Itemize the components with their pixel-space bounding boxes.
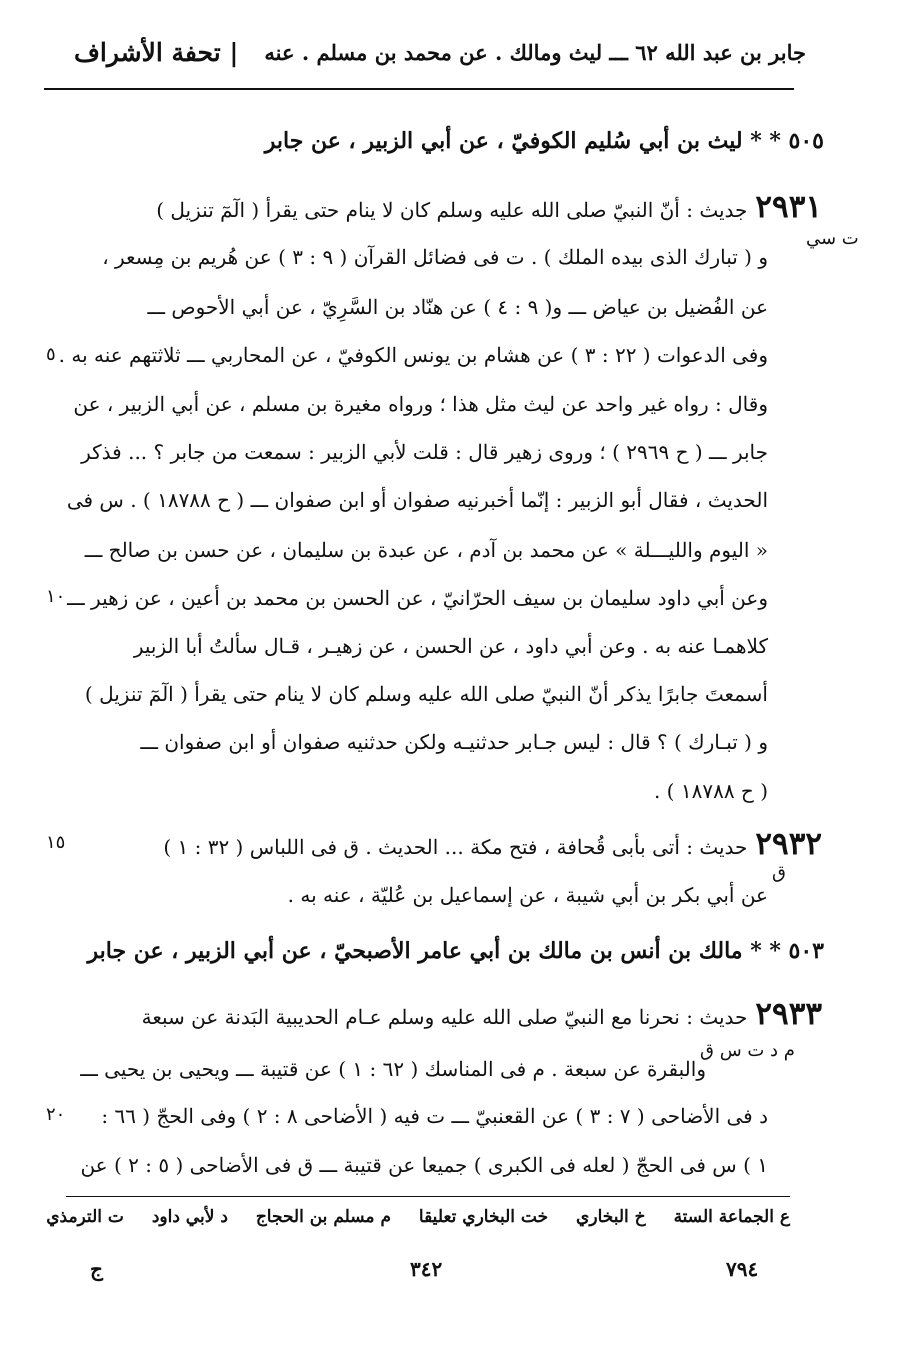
header-rule: [44, 88, 794, 90]
section-heading: ٥٠٥ * * ليث بن أبي سُليم الكوفيّ ، عن أبي الزبير ، عن جابر: [264, 128, 824, 154]
hadith-line: وقال : رواه غير واحد عن ليث مثل هذا ؛ ورواه مغيرة بن مسلم ، عن أبي الزبير ، عن: [73, 392, 768, 416]
line-number: ٢٠: [46, 1104, 66, 1125]
hadith-line: « اليوم والليـــلة » عن محمد بن آدم ، عن عبدة بن سليمان ، عن حسن بن صالح ـــ: [84, 538, 768, 562]
abbreviation-item: ت الترمذي: [46, 1207, 124, 1227]
hadith-text: جديث : أنّ النبيّ صلى الله عليه وسلم كان لا ينام حتى يقرأ ( الٓمٓ تنزيل ): [156, 198, 748, 222]
line-number: ٥: [46, 344, 56, 365]
hadith-number: ٢٩٣١: [755, 189, 822, 225]
page-number: ٣٤٢: [410, 1257, 443, 1281]
abbreviation-item: ع الجماعة الستة: [673, 1207, 790, 1227]
hadith-siglum: ت سي: [806, 228, 859, 249]
line-number: ١٥: [46, 832, 66, 853]
signature-mark: ج: [90, 1257, 103, 1281]
hadith-first-line: [163, 826, 822, 862]
line-number: ١٠: [46, 586, 66, 607]
hadith-line: كلاهمـا عنه به . وعن أبي داود ، عن الحسن ، عن زهيـر ، قـال سألتُ أبا الزبير: [133, 634, 768, 658]
header-book-title: | تحفة الأشراف: [74, 38, 239, 67]
hadith-line: والبقرة عن سبعة . م فى المناسك ( ٦٢ : ١ ) عن قتيبة ـــ ويحيى بن يحيى ـــ: [80, 1057, 706, 1081]
hadith-line: و ( تبـارك ) ؟ قال : ليس جـابر حدثنيـه ولكن حدثنيه صفوان أو ابن صفوان ـــ: [140, 730, 768, 754]
header-chapter-title: جابر بن عبد الله ٦٢ ـــ ليث ومالك . عن محمد بن مسلم . عنه: [264, 40, 806, 65]
hadith-line: عن الفُضيل بن عياض ـــ و( ٩ : ٤ ) عن هنّاد بن السَّرِيّ ، عن أبي الأحوص ـــ: [147, 295, 768, 319]
footnote-rule: [66, 1196, 790, 1197]
hadith-first-line: [141, 996, 822, 1032]
hadith-line: أسمعتَ جابرًا يذكر أنّ النبيّ صلى الله عليه وسلم كان لا ينام حتى يقرأ ( الٓمٓ تنزيل ): [84, 682, 768, 706]
hadith-number: ٢٩٣٣: [755, 996, 822, 1032]
hadith-siglum: ق: [772, 862, 786, 883]
hadith-line: الحديث ، فقال أبو الزبير : إنّما أخبرنيه صفوان أو ابن صفوان ـــ ( ح ١٨٧٨٨ ) . س فى: [66, 488, 768, 512]
volume-page-number: ٧٩٤: [726, 1257, 759, 1281]
section-heading: ٥٠٣ * * مالك بن أنس بن مالك بن أبي عامر الأصبحيّ ، عن أبي الزبير ، عن جابر: [87, 938, 824, 964]
abbreviation-item: د لأبي داود: [151, 1207, 228, 1227]
hadith-line: ( ح ١٨٧٨٨ ) .: [653, 779, 768, 803]
hadith-line: ١ ) س فى الحجّ ( لعله فى الكبرى ) جميعا عن قتيبة ـــ ق فى الأضاحى ( ٥ : ٢ ) عن: [80, 1153, 768, 1177]
hadith-line: و ( تبارك الذى بيده الملك ) . ت فى فضائل القرآن ( ٩ : ٣ ) عن هُريم بن مِسعر ،: [102, 245, 768, 269]
hadith-line: وعن أبي داود سليمان بن سيف الحرّانيّ ، عن الحسن بن محمد بن أعين ، عن زهير ـــ: [67, 586, 768, 610]
hadith-line: د فى الأضاحى ( ٧ : ٣ ) عن القعنبيّ ـــ ت فيه ( الأضاحى ٨ : ٢ ) وفى الحجّ ( ٦٦ :: [101, 1104, 768, 1128]
hadith-text: حديث : نحرنا مع النبيّ صلى الله عليه وسلم عـام الحديبية البَدنة عن سبعة: [141, 1005, 748, 1029]
hadith-line: وفى الدعوات ( ٢٢ : ٣ ) عن هشام بن يونس الكوفيّ ، عن المحاربي ـــ ثلاثتهم عنه به .: [58, 343, 768, 367]
hadith-siglum: م د ت س ق: [700, 1040, 795, 1061]
hadith-number: ٢٩٣٢: [755, 826, 822, 862]
abbreviation-item: م مسلم بن الحجاج: [255, 1207, 391, 1227]
abbreviation-item: خت البخاري تعليقا: [418, 1207, 549, 1227]
abbreviations-key: [46, 1207, 790, 1227]
hadith-line: جابر ـــ ( ح ٢٩٦٩ ) ؛ وروى زهير قال : قلت لأبي الزبير : سمعت من جابر ؟ ... فذكر: [81, 440, 768, 464]
abbreviation-item: خ البخاري: [576, 1207, 646, 1227]
running-header: [44, 38, 806, 78]
hadith-text: حديث : أتى بأبى قُحافة ، فتح مكة ... الحديث . ق فى اللباس ( ٣٢ : ١ ): [163, 835, 748, 859]
hadith-line: عن أبي بكر بن أبي شيبة ، عن إسماعيل بن عُليّة ، عنه به .: [287, 883, 768, 907]
hadith-first-line: [156, 189, 822, 225]
